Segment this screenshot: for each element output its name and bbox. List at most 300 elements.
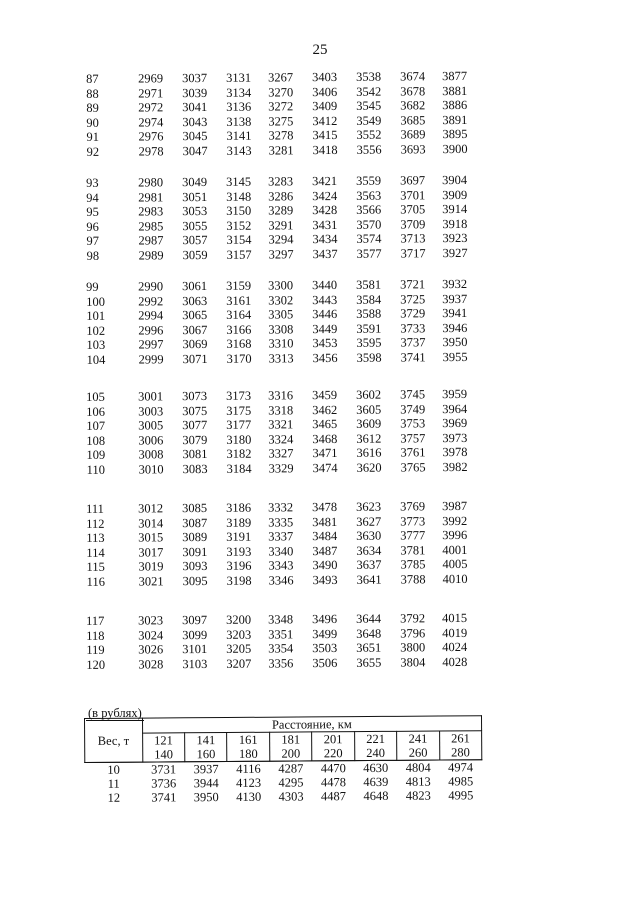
price-cell: 4123 [236, 775, 262, 790]
price-cell: 3881 [442, 83, 468, 98]
price-cell: 3932 [441, 276, 468, 292]
price-cell: 3297 [268, 247, 294, 262]
price-cell: 3769 [399, 499, 426, 514]
price-cell: 3602 [355, 387, 382, 402]
price-cell: 3449 [312, 321, 338, 336]
price-cell: 3487 [312, 543, 338, 558]
price-cell: 4024 [442, 640, 468, 655]
price-cell: 3693 [400, 142, 426, 157]
price-cell: 3900 [442, 141, 468, 157]
weight-cell: 90 [86, 115, 99, 130]
price-cell: 3337 [268, 529, 294, 544]
price-cell: 2997 [138, 337, 164, 352]
price-cell: 2992 [138, 293, 164, 309]
range-to: 180 [238, 746, 258, 761]
price-cell: 3584 [356, 292, 382, 307]
weight-cell: 108 [86, 433, 106, 448]
price-cell: 3005 [138, 418, 164, 433]
price-cell: 3093 [182, 559, 208, 574]
price-cell: 3612 [356, 431, 382, 446]
price-cell: 3478 [311, 499, 338, 515]
table-row [79, 142, 499, 160]
price-cell: 3049 [181, 174, 208, 190]
price-cell: 4470 [320, 761, 346, 776]
price-cell: 3697 [399, 173, 426, 188]
price-cell: 3024 [138, 627, 164, 643]
price-cell: 3177 [226, 417, 252, 433]
price-cell: 3574 [356, 231, 382, 247]
price-cell: 3918 [442, 216, 468, 231]
price-cell: 3270 [268, 84, 294, 100]
price-cell: 3955 [442, 349, 468, 365]
price-cell: 3959 [441, 386, 468, 402]
price-cell: 3321 [268, 417, 294, 432]
price-cell: 3595 [356, 335, 382, 351]
price-cell: 3923 [442, 231, 468, 246]
price-cell: 3043 [182, 114, 208, 129]
price-cell: 3620 [356, 460, 382, 475]
price-cell: 3556 [356, 142, 382, 157]
price-cell: 3987 [441, 498, 468, 514]
price-cell: 3141 [226, 129, 252, 144]
range-from: 141 [196, 733, 216, 748]
price-cell: 3749 [400, 401, 426, 417]
price-cell: 3103 [182, 656, 208, 671]
range-from: 261 [450, 731, 470, 746]
price-cell: 3182 [226, 447, 252, 462]
price-cell: 3180 [226, 432, 252, 447]
price-cell: 3623 [355, 499, 382, 514]
price-cell: 3648 [356, 626, 382, 641]
price-cell: 3057 [182, 233, 208, 248]
price-cell: 3023 [137, 613, 164, 628]
price-cell: 3021 [138, 574, 164, 589]
weight-cell: 91 [86, 130, 100, 145]
price-cell: 3008 [138, 447, 164, 462]
price-cell: 3440 [311, 277, 338, 293]
table-row [85, 788, 482, 805]
price-cell: 3577 [356, 246, 382, 261]
price-cell: 3637 [356, 557, 382, 573]
price-cell: 4478 [320, 775, 346, 790]
range-to: 160 [196, 747, 216, 762]
distance-range-header [354, 731, 397, 760]
price-cell: 3186 [225, 500, 252, 515]
price-cell: 3267 [267, 70, 294, 85]
range-from: 241 [408, 731, 428, 746]
weight-cell: 110 [86, 462, 105, 477]
price-cell: 3909 [442, 187, 468, 202]
range-to: 220 [323, 746, 343, 761]
price-cell: 2996 [138, 323, 164, 338]
price-cell: 3453 [312, 336, 338, 351]
price-cell: 3499 [312, 626, 338, 641]
price-cell: 3978 [442, 445, 468, 460]
price-cell: 3012 [137, 501, 164, 516]
price-cell: 3559 [355, 173, 382, 188]
price-cell: 2974 [138, 115, 164, 130]
price-cell: 4487 [320, 789, 347, 804]
price-cell: 3717 [400, 246, 426, 261]
weight-cell: 101 [86, 308, 106, 324]
price-cell: 3713 [400, 231, 426, 246]
weight-cell: 99 [85, 279, 99, 294]
price-cell: 4630 [363, 760, 389, 776]
price-cell: 3071 [182, 351, 208, 367]
price-cell: 3089 [182, 530, 208, 545]
price-cell: 3300 [267, 278, 294, 293]
price-cell: 3329 [268, 461, 294, 476]
range-from: 161 [238, 732, 258, 747]
price-cell: 3327 [268, 446, 294, 461]
price-cell: 2990 [137, 279, 164, 294]
price-cell: 3741 [400, 350, 426, 365]
price-cell: 3037 [181, 70, 208, 86]
distance-range-header [312, 732, 355, 761]
price-cell: 3318 [268, 402, 294, 418]
price-cell: 3067 [182, 322, 208, 337]
range-to: 240 [366, 745, 386, 761]
row-group [78, 387, 499, 478]
weight-cell: 118 [86, 628, 105, 643]
price-cell: 3134 [226, 85, 252, 100]
price-cell: 3099 [182, 627, 208, 642]
price-cell: 3017 [138, 545, 164, 560]
row-group [78, 499, 499, 590]
price-cell: 4287 [278, 761, 304, 776]
weight-cell: 107 [86, 418, 106, 434]
price-cell: 4001 [442, 542, 468, 557]
price-cell: 3609 [356, 416, 382, 432]
price-cell: 3459 [311, 387, 338, 403]
price-cell: 3634 [356, 543, 382, 558]
price-cell: 3725 [400, 291, 426, 307]
price-cell: 3796 [400, 625, 426, 641]
weight-cell: 94 [86, 190, 99, 205]
price-cell: 3087 [182, 515, 208, 530]
price-cell: 3196 [226, 559, 252, 574]
price-cell: 3191 [226, 529, 252, 545]
price-cell: 3937 [442, 291, 468, 306]
price-cell: 3415 [312, 128, 338, 143]
price-cell: 3077 [182, 418, 208, 433]
price-cell: 3545 [356, 98, 382, 114]
price-cell: 3484 [312, 529, 338, 544]
price-cell: 3152 [226, 218, 252, 233]
table-row [79, 246, 499, 264]
price-cell: 3356 [268, 656, 294, 671]
price-cell: 3493 [312, 572, 338, 588]
price-cell: 4010 [442, 571, 468, 587]
price-cell: 3777 [400, 528, 426, 543]
price-cell: 3039 [182, 85, 208, 100]
price-cell: 3434 [312, 232, 338, 247]
price-cell: 2969 [137, 71, 164, 86]
price-cell: 3753 [400, 416, 426, 431]
price-cell: 3281 [268, 143, 294, 158]
price-cell: 4295 [278, 775, 304, 790]
range-from: 201 [323, 732, 343, 747]
price-cell: 3701 [400, 187, 426, 203]
price-cell: 3733 [400, 321, 426, 336]
unit-label: (в рублях) [88, 706, 142, 720]
price-cell: 3170 [226, 351, 252, 366]
price-cell: 3053 [182, 204, 208, 219]
page-number: 25 [312, 42, 328, 58]
weight-header: Вес, т [85, 718, 143, 762]
price-cell: 3465 [312, 417, 338, 432]
weight-cell: 117 [85, 613, 105, 628]
price-cell: 3891 [442, 112, 468, 127]
price-cell: 3570 [356, 217, 382, 232]
weight-cell: 119 [86, 642, 105, 658]
price-cell: 3644 [355, 611, 382, 626]
weight-cell: 102 [86, 323, 106, 338]
price-cell: 3431 [312, 217, 338, 232]
price-cell: 3283 [267, 174, 294, 189]
price-cell: 3150 [226, 203, 252, 219]
price-cell: 2972 [138, 100, 164, 115]
price-cell: 3189 [226, 515, 252, 530]
price-cell: 3097 [181, 612, 208, 628]
price-cell: 3792 [399, 611, 426, 626]
price-cell: 3083 [182, 461, 208, 477]
row-group [78, 173, 499, 264]
price-cell: 3131 [225, 70, 252, 85]
range-header-row [85, 731, 482, 763]
price-cell: 3403 [311, 69, 338, 85]
price-cell: 3275 [268, 114, 294, 129]
price-cell: 3437 [312, 246, 338, 262]
price-cell: 3641 [356, 572, 382, 587]
price-cell: 3085 [181, 500, 208, 516]
price-cell: 3992 [442, 513, 468, 528]
weight-cell: 105 [85, 389, 105, 404]
distance-range-header [185, 733, 228, 762]
price-cell: 3941 [442, 306, 468, 321]
price-cell: 4985 [448, 774, 474, 789]
range-to: 260 [408, 745, 428, 760]
price-cell: 3198 [226, 573, 252, 588]
price-cell: 2976 [138, 129, 164, 144]
weight-cell: 100 [86, 294, 105, 309]
price-cell: 3069 [182, 337, 208, 352]
price-cell: 3709 [400, 217, 426, 232]
weight-cell: 103 [86, 338, 106, 353]
price-cell: 3506 [312, 655, 338, 670]
price-cell: 3563 [356, 188, 382, 203]
distance-range-header [227, 732, 270, 761]
price-cell: 3877 [441, 68, 468, 84]
price-cell: 3781 [400, 543, 426, 558]
distance-table-body [85, 760, 482, 805]
price-cell: 3937 [193, 762, 219, 777]
price-cell: 3193 [226, 544, 252, 559]
price-cell: 3145 [225, 174, 252, 189]
weight-cell: 95 [86, 205, 99, 220]
price-cell: 3041 [182, 100, 208, 115]
range-from: 181 [281, 732, 301, 747]
price-cell: 3091 [182, 544, 208, 559]
price-cell: 4823 [405, 788, 431, 803]
weight-cell: 113 [86, 530, 105, 546]
price-cell: 3616 [356, 445, 382, 461]
price-cell: 3490 [312, 558, 338, 573]
weight-cell: 89 [86, 101, 99, 116]
weight-cell: 88 [86, 86, 99, 101]
price-cell: 3291 [268, 218, 294, 233]
price-cell: 2994 [138, 308, 164, 323]
weight-cell: 112 [86, 516, 105, 531]
price-cell: 3028 [138, 657, 164, 672]
price-cell: 3773 [400, 513, 426, 529]
price-cell: 3904 [441, 172, 468, 188]
price-cell: 3428 [312, 203, 338, 218]
price-cell: 3927 [442, 245, 468, 261]
price-cell: 3313 [268, 351, 294, 366]
distance-header: Расстояние, км [142, 716, 482, 733]
price-cell: 3346 [268, 573, 294, 588]
price-cell: 3685 [400, 113, 426, 128]
price-cell: 4116 [236, 761, 261, 776]
price-cell: 3354 [268, 641, 294, 656]
price-cell: 2981 [138, 189, 164, 205]
table-row [78, 654, 498, 672]
price-cell: 3006 [138, 433, 164, 448]
price-cell: 3095 [182, 573, 208, 589]
row-group [78, 69, 499, 160]
price-cell: 3721 [399, 277, 426, 292]
price-cell: 4813 [405, 774, 431, 789]
price-cell: 4974 [448, 760, 474, 775]
price-cell: 3059 [182, 247, 208, 263]
price-cell: 3332 [267, 500, 294, 515]
price-cell: 3895 [442, 127, 468, 142]
price-cell: 3588 [356, 306, 382, 322]
price-cell: 3343 [268, 558, 294, 573]
price-cell: 3468 [312, 431, 338, 446]
price-cell: 3200 [225, 612, 252, 627]
price-cell: 3914 [442, 202, 468, 217]
weight-cell: 104 [86, 352, 106, 367]
price-cell: 3136 [226, 99, 252, 115]
price-cell: 3591 [356, 321, 382, 336]
price-cell: 3757 [400, 431, 426, 446]
weight-cell: 98 [86, 248, 100, 263]
price-cell: 4303 [278, 789, 304, 804]
price-cell: 3073 [181, 388, 208, 404]
price-cell: 3051 [182, 189, 208, 204]
price-cell: 3651 [356, 640, 382, 656]
price-cell: 3424 [312, 188, 338, 203]
weight-cell: 92 [86, 144, 100, 159]
price-cell: 3731 [151, 762, 177, 777]
price-cell: 3047 [182, 143, 208, 159]
price-cell: 2987 [138, 233, 164, 248]
range-from: 221 [366, 731, 385, 747]
price-cell: 3302 [268, 292, 294, 308]
price-cell: 3310 [268, 336, 294, 351]
price-cell: 3101 [182, 642, 208, 657]
price-cell: 3148 [226, 189, 252, 204]
price-cell: 3010 [138, 462, 164, 477]
price-cell: 3474 [312, 460, 338, 476]
price-cell: 3340 [268, 544, 294, 559]
price-cell: 3462 [312, 402, 338, 417]
price-cell: 3964 [442, 401, 468, 416]
price-cell: 3045 [182, 129, 208, 144]
price-cell: 3308 [268, 322, 294, 337]
weight-cell: 114 [86, 545, 105, 560]
price-cell: 3286 [268, 188, 294, 204]
weight-cell: 11 [107, 776, 120, 791]
price-cell: 3443 [312, 292, 338, 307]
price-cell: 3627 [356, 514, 382, 529]
price-cell: 3705 [400, 202, 426, 217]
price-cell: 3581 [355, 277, 382, 292]
price-cell: 4648 [363, 788, 389, 804]
price-cell: 3741 [151, 790, 177, 805]
price-cell: 3689 [400, 127, 426, 142]
price-cell: 3804 [400, 655, 426, 670]
price-cell: 4015 [441, 610, 468, 626]
range-to: 200 [281, 746, 301, 761]
price-cell: 3159 [225, 278, 252, 293]
price-cell: 3409 [312, 99, 338, 114]
price-cell: 3549 [356, 113, 382, 128]
price-cell: 3175 [226, 403, 252, 418]
price-cell: 3421 [311, 173, 338, 189]
weight-cell: 10 [107, 762, 120, 777]
price-cell: 3003 [138, 403, 164, 419]
table-row [79, 572, 499, 590]
price-cell: 3164 [226, 307, 252, 323]
price-cell: 3678 [400, 83, 426, 99]
price-cell: 3630 [356, 528, 382, 544]
price-cell: 3305 [268, 307, 294, 322]
price-cell: 3316 [267, 388, 294, 403]
range-to: 280 [451, 745, 470, 760]
price-cell: 3605 [356, 402, 382, 417]
price-cell: 3143 [226, 143, 252, 158]
price-cell: 3446 [312, 307, 338, 322]
weight-cell: 120 [86, 657, 106, 672]
price-cell: 3294 [268, 232, 294, 247]
distance-range-header [269, 732, 312, 761]
price-cell: 3800 [400, 640, 426, 655]
price-cell: 2978 [138, 144, 164, 159]
table-row [79, 350, 499, 368]
price-cell: 3166 [226, 322, 252, 337]
weight-cell: 115 [86, 560, 105, 575]
price-cell: 3785 [400, 557, 426, 572]
price-cell: 4028 [442, 654, 468, 669]
range-to: 140 [154, 747, 173, 762]
weight-cell: 109 [86, 448, 106, 463]
price-cell: 3001 [137, 389, 164, 404]
price-cell: 3278 [268, 128, 294, 143]
price-cell: 3950 [442, 335, 468, 350]
price-cell: 3168 [226, 337, 252, 352]
price-cell: 3055 [182, 218, 208, 233]
price-cell: 3065 [182, 308, 208, 323]
price-cell: 3456 [312, 350, 338, 366]
price-cell: 3737 [400, 335, 426, 350]
price-cell: 3944 [193, 776, 219, 791]
price-cell: 3736 [151, 776, 177, 791]
price-cell: 3496 [311, 611, 338, 627]
price-cell: 3173 [225, 388, 252, 403]
